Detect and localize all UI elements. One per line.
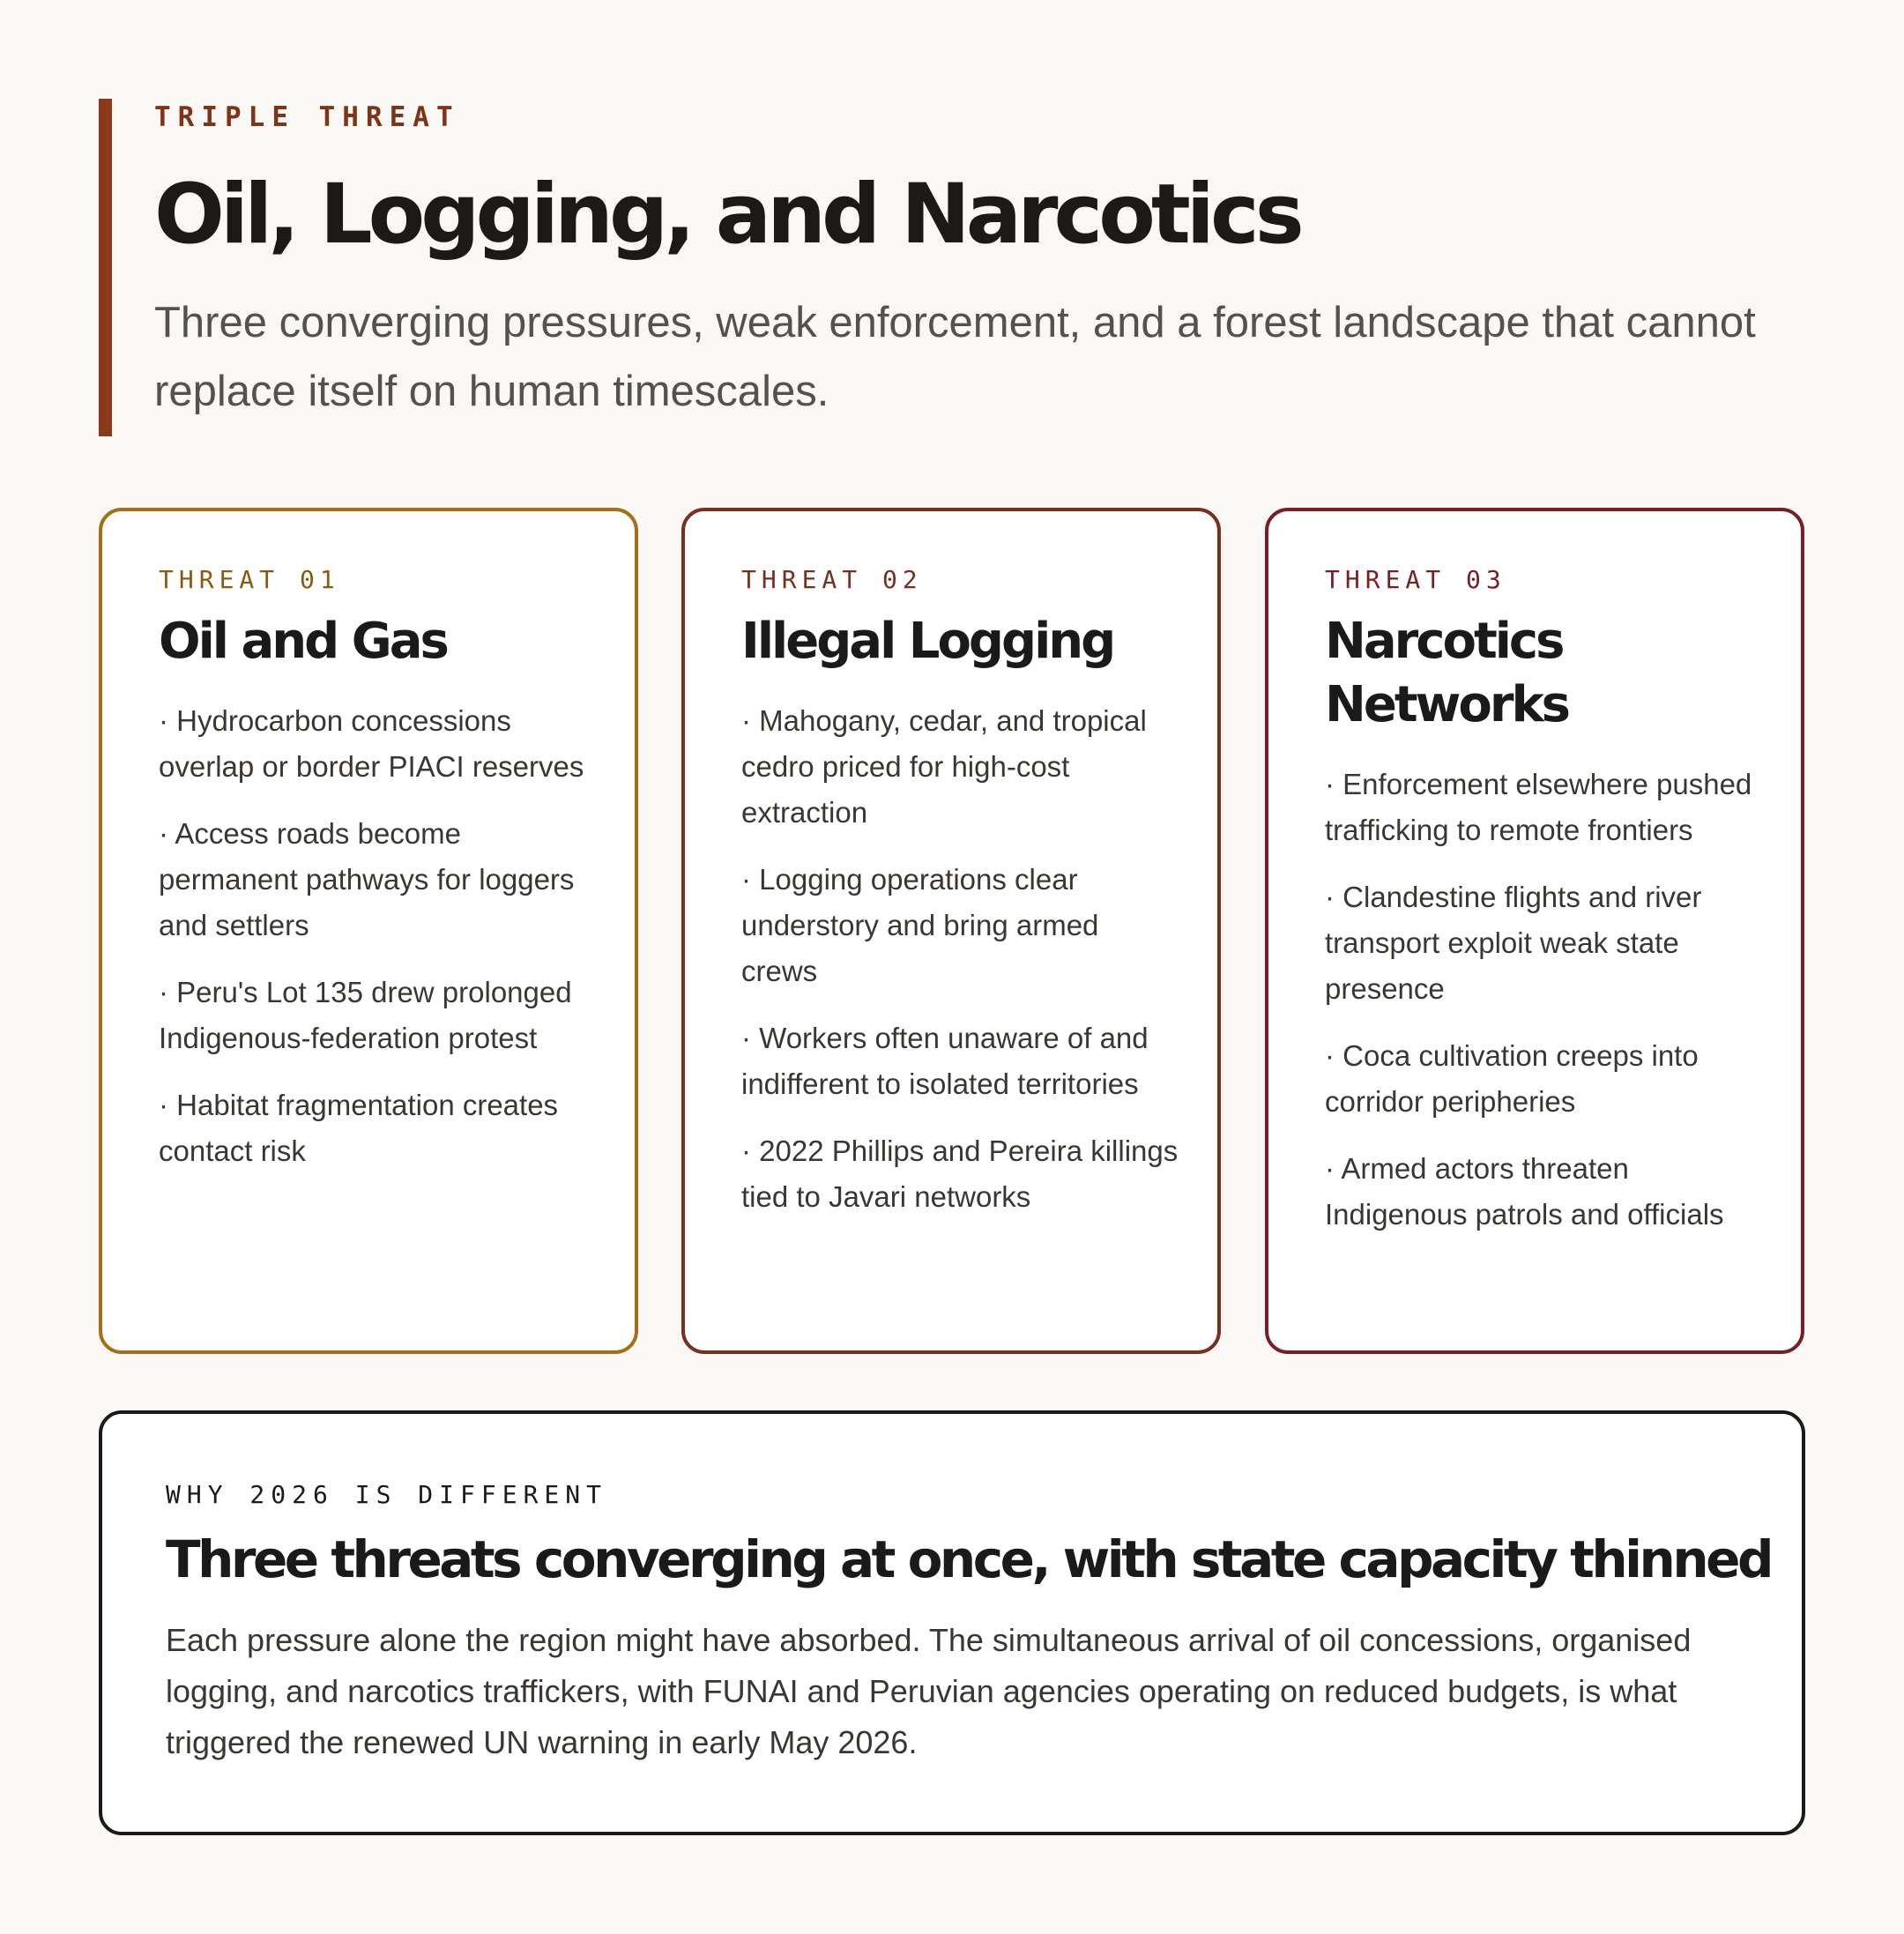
list-item: · Coca cultivation creeps into corridor peripheries: [1325, 1039, 1699, 1118]
list-item: · Clandestine flights and river transport exploit weak state presence: [1325, 881, 1702, 1005]
list-item: · Mahogany, cedar, and tropical cedro priced for high-cost extraction: [741, 704, 1147, 829]
page-title: Oil, Logging, and Narcotics: [154, 167, 1300, 263]
list-item: · Access roads become permanent pathways for loggers and settlers: [159, 817, 575, 941]
eyebrow-label: TRIPLE THREAT: [154, 101, 460, 133]
card-bullet-list: [159, 698, 599, 1174]
summary-panel: [99, 1410, 1805, 1835]
header-section: [99, 99, 1809, 436]
list-item: · Logging operations clear understory and bring armed crews: [741, 863, 1099, 987]
threat-card-illegal-logging: [681, 508, 1221, 1354]
page-subtitle: Three converging pressures, weak enforcement, and a forest landscape that cannot replace itself on human timescales.: [154, 299, 1756, 415]
list-item: · Workers often unaware of and indifferent to isolated territories: [741, 1022, 1149, 1100]
summary-body: Each pressure alone the region might have absorbed. The simultaneous arrival of oil concessions, organised logging, and narcotics traffickers, with FUNAI and Peruvian agencies operating on reduced budgets, is what triggered the renewed UN warning in early May 2026.: [166, 1621, 1692, 1760]
list-item: · Armed actors threaten Indigenous patrols and officials: [1325, 1152, 1724, 1231]
threat-card-narcotics-networks: [1265, 508, 1804, 1354]
list-item: · Hydrocarbon concessions overlap or border PIACI reserves: [159, 704, 584, 783]
card-title: Narcotics Networks: [1325, 613, 1569, 733]
card-title: Oil and Gas: [159, 613, 447, 670]
summary-label: WHY 2026 IS DIFFERENT: [166, 1480, 608, 1509]
list-item: · Peru's Lot 135 drew prolonged Indigenous-federation protest: [159, 976, 572, 1054]
threat-card-oil-gas: [99, 508, 638, 1354]
list-item: · Enforcement elsewhere pushed trafficking to remote frontiers: [1325, 768, 1752, 846]
card-bullet-list: [741, 698, 1182, 1220]
summary-title: Three threats converging at once, with state capacity thinned: [166, 1529, 1771, 1589]
card-label: THREAT 03: [1325, 565, 1506, 594]
list-item: · Habitat fragmentation creates contact risk: [159, 1089, 559, 1167]
card-bullet-list: [1325, 762, 1766, 1238]
card-title: Illegal Logging: [741, 613, 1114, 670]
list-item: · 2022 Phillips and Pereira killings tied to Javari networks: [741, 1134, 1179, 1213]
card-label: THREAT 01: [159, 565, 340, 594]
card-label: THREAT 02: [741, 565, 923, 594]
